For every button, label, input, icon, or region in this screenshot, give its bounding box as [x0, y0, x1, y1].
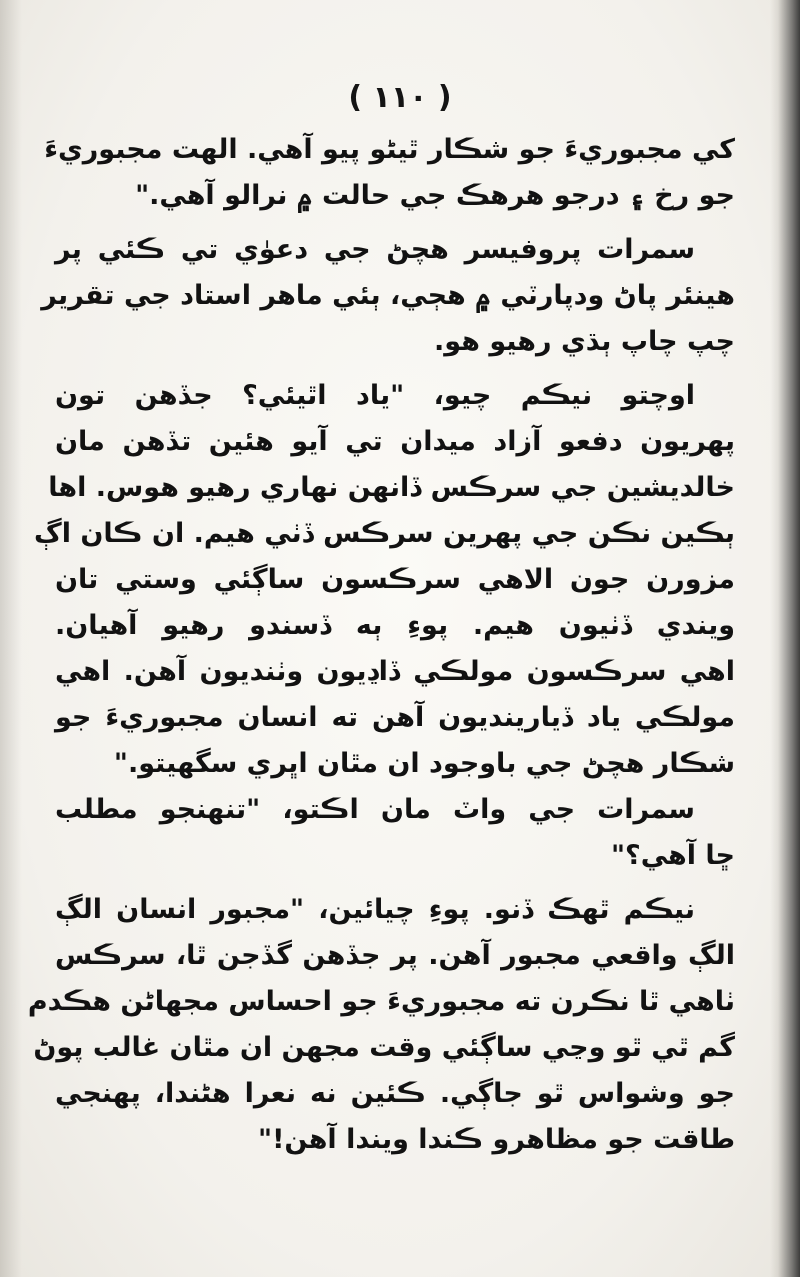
text-line: شڪار هچڻ جي باوجود ان مٿان اڀري سگهيتو.": [113, 748, 735, 779]
body-text: [27, 127, 735, 1163]
text-line: مزورن جون الاهي سرڪسون ساڳئي وستي تان: [55, 564, 735, 595]
text-line: گم ٿي ٿو وڃي ساڳئي وقت مجهن ان مٿان غالب پوڻ: [33, 1032, 735, 1063]
text-line: ٻڪين نڪن جي پهرين سرڪس ڏٺي هيم. ان ڪان اڳ: [34, 518, 735, 549]
page-edge-shadow-right: [770, 0, 800, 1277]
text-line: طاقت جو مظاهرو ڪندا ويندا آهن!": [258, 1124, 735, 1155]
page-edge-shadow-left: [0, 0, 22, 1277]
text-line: ويندي ڏٺيون هيم. پوءِ ٻه ڏسندو رهيو آهيان.: [55, 610, 735, 641]
text-line: مولڪي ياد ڏيارينديون آهن ته انسان مجبوريءَ جو: [55, 702, 735, 733]
text-line: سمرات پروفيسر هچڻ جي دعوٰي تي ڪئي پر: [55, 234, 695, 265]
text-line: اوچتو نيڪم چيو، "ياد اٿيئي؟ جڏهن تون: [55, 380, 695, 411]
text-line: نيڪم ٿهڪ ڏنو. پوءِ چيائين، "مجبور انسان الڳ: [55, 894, 695, 925]
text-line: کي مجبوريءَ جو شڪار ٿيڻو پيو آهي. الهت مجبوريءَ: [44, 134, 735, 165]
text-line: چپ چاپ ٻڌي رهيو هو.: [434, 326, 735, 357]
text-line: هينئر پاڻ ودپارٽي ۾ هڄي، ٻئي ماهر استاد جي تقرير: [41, 280, 735, 311]
text-line: جو وشواس ٿو جاڳي. ڪئين نه نعرا هڻندا، پهنجي: [55, 1078, 735, 1109]
text-line: جو رخ ۽ درجو هرهڪ جي حالت ۾ نرالو آهي.": [135, 180, 735, 211]
text-line: سمرات جي واٽ مان اڪتو، "تنهنجو مطلب: [55, 794, 695, 825]
text-line: خالديشين جي سرڪس ڏانهن نهاري رهيو هوس. اها: [48, 472, 735, 503]
text-line: الڳ واقعي مجبور آهن. پر جڏهن گڏجن ٿا، سرڪس: [55, 940, 735, 971]
text-line: ڇا آهي؟": [610, 840, 735, 871]
text-line: پهريون دفعو آزاد ميدان تي آيو هئين تڏهن مان: [55, 426, 735, 457]
page-number: ( ١١٠ ): [348, 80, 452, 115]
text-line: اهي سرڪسون مولڪي ڏاڍيون وٺنديون آهن. اهي: [55, 656, 735, 687]
text-line: ٺاهي ٿا نڪرن ته مجبوريءَ جو احساس مجهاڻن هڪدم: [27, 986, 735, 1017]
